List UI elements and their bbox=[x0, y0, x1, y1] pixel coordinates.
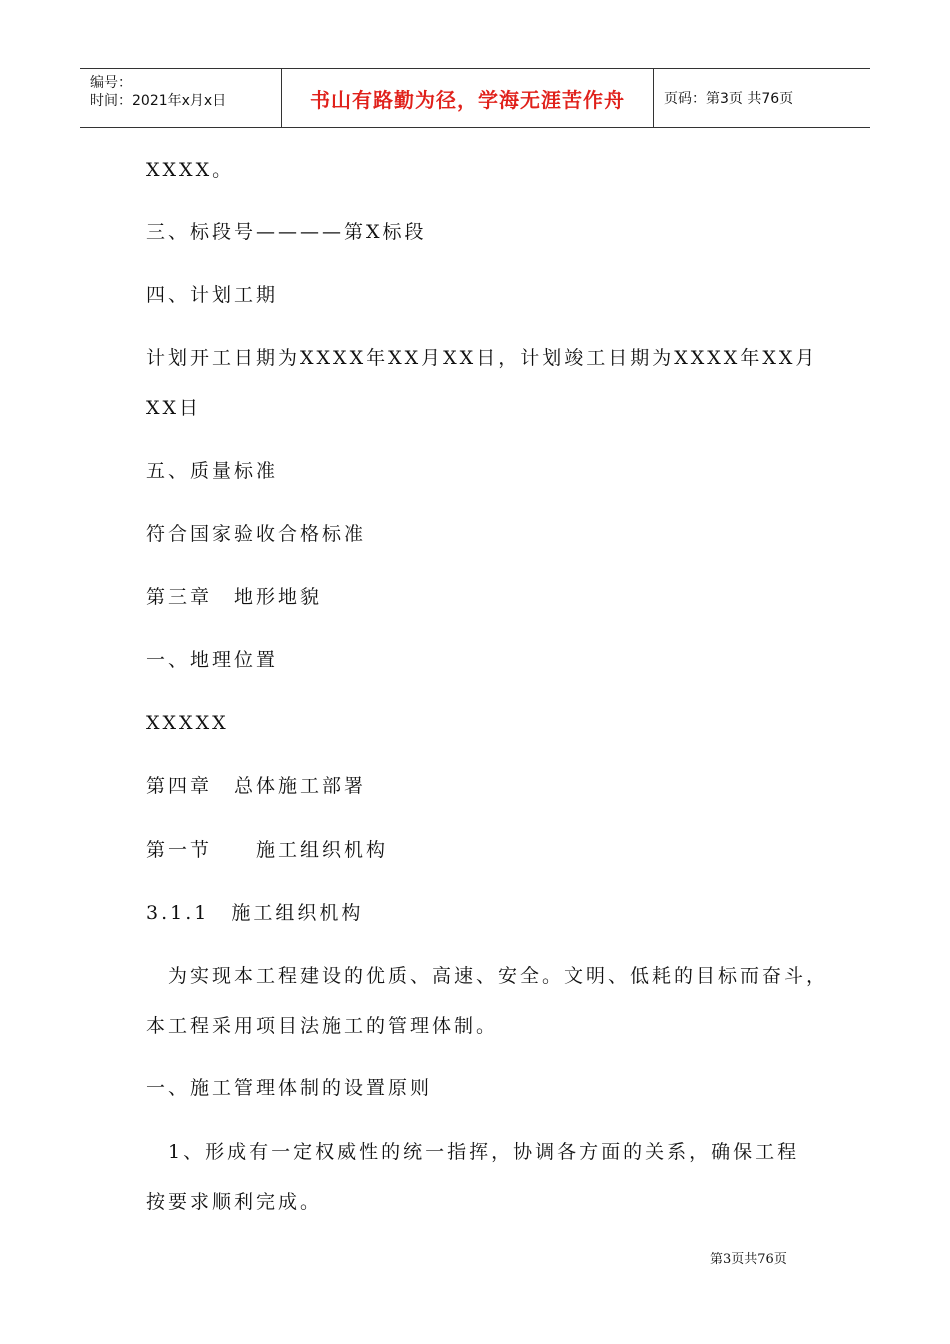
body-line: XXXX。 bbox=[146, 159, 235, 181]
body-line: 1、形成有一定权威性的统一指挥，协调各方面的关系，确保工程 bbox=[146, 1141, 800, 1163]
header-motto: 书山有路勤为径，学海无涯苦作舟 bbox=[282, 69, 654, 127]
page-footer-number: 第3页共76页 bbox=[710, 1252, 787, 1267]
page-header bbox=[80, 68, 870, 128]
chapter-heading: 第四章 总体施工部署 bbox=[146, 775, 367, 797]
header-page-number: 页码：第3页 共76页 bbox=[664, 91, 794, 107]
body-line: 本工程采用项目法施工的管理体制。 bbox=[146, 1015, 499, 1037]
subsection-heading: 3.1.1 施工组织机构 bbox=[146, 902, 364, 924]
header-info-cell bbox=[80, 69, 282, 127]
section-heading: 四、计划工期 bbox=[146, 284, 279, 306]
body-line: XXXXX bbox=[146, 712, 229, 734]
section-heading: 三、标段号————第X标段 bbox=[146, 221, 427, 243]
section-heading: 一、地理位置 bbox=[146, 649, 279, 671]
subsection-heading: 第一节 施工组织机构 bbox=[146, 839, 389, 861]
body-line: 按要求顺利完成。 bbox=[146, 1191, 323, 1213]
body-line: XX日 bbox=[146, 397, 202, 419]
section-heading: 五、质量标准 bbox=[146, 460, 279, 482]
document-code-label: 编号： bbox=[90, 75, 132, 91]
body-line: 为实现本工程建设的优质、高速、安全。文明、低耗的目标而奋斗， bbox=[146, 965, 829, 987]
section-heading: 一、施工管理体制的设置原则 bbox=[146, 1077, 433, 1099]
chapter-heading: 第三章 地形地貌 bbox=[146, 586, 323, 608]
body-line: 计划开工日期为XXXX年XX月XX日，计划竣工日期为XXXX年XX月 bbox=[146, 347, 818, 369]
body-line: 符合国家验收合格标准 bbox=[146, 523, 367, 545]
document-date-label: 时间：2021年x月x日 bbox=[90, 93, 227, 109]
